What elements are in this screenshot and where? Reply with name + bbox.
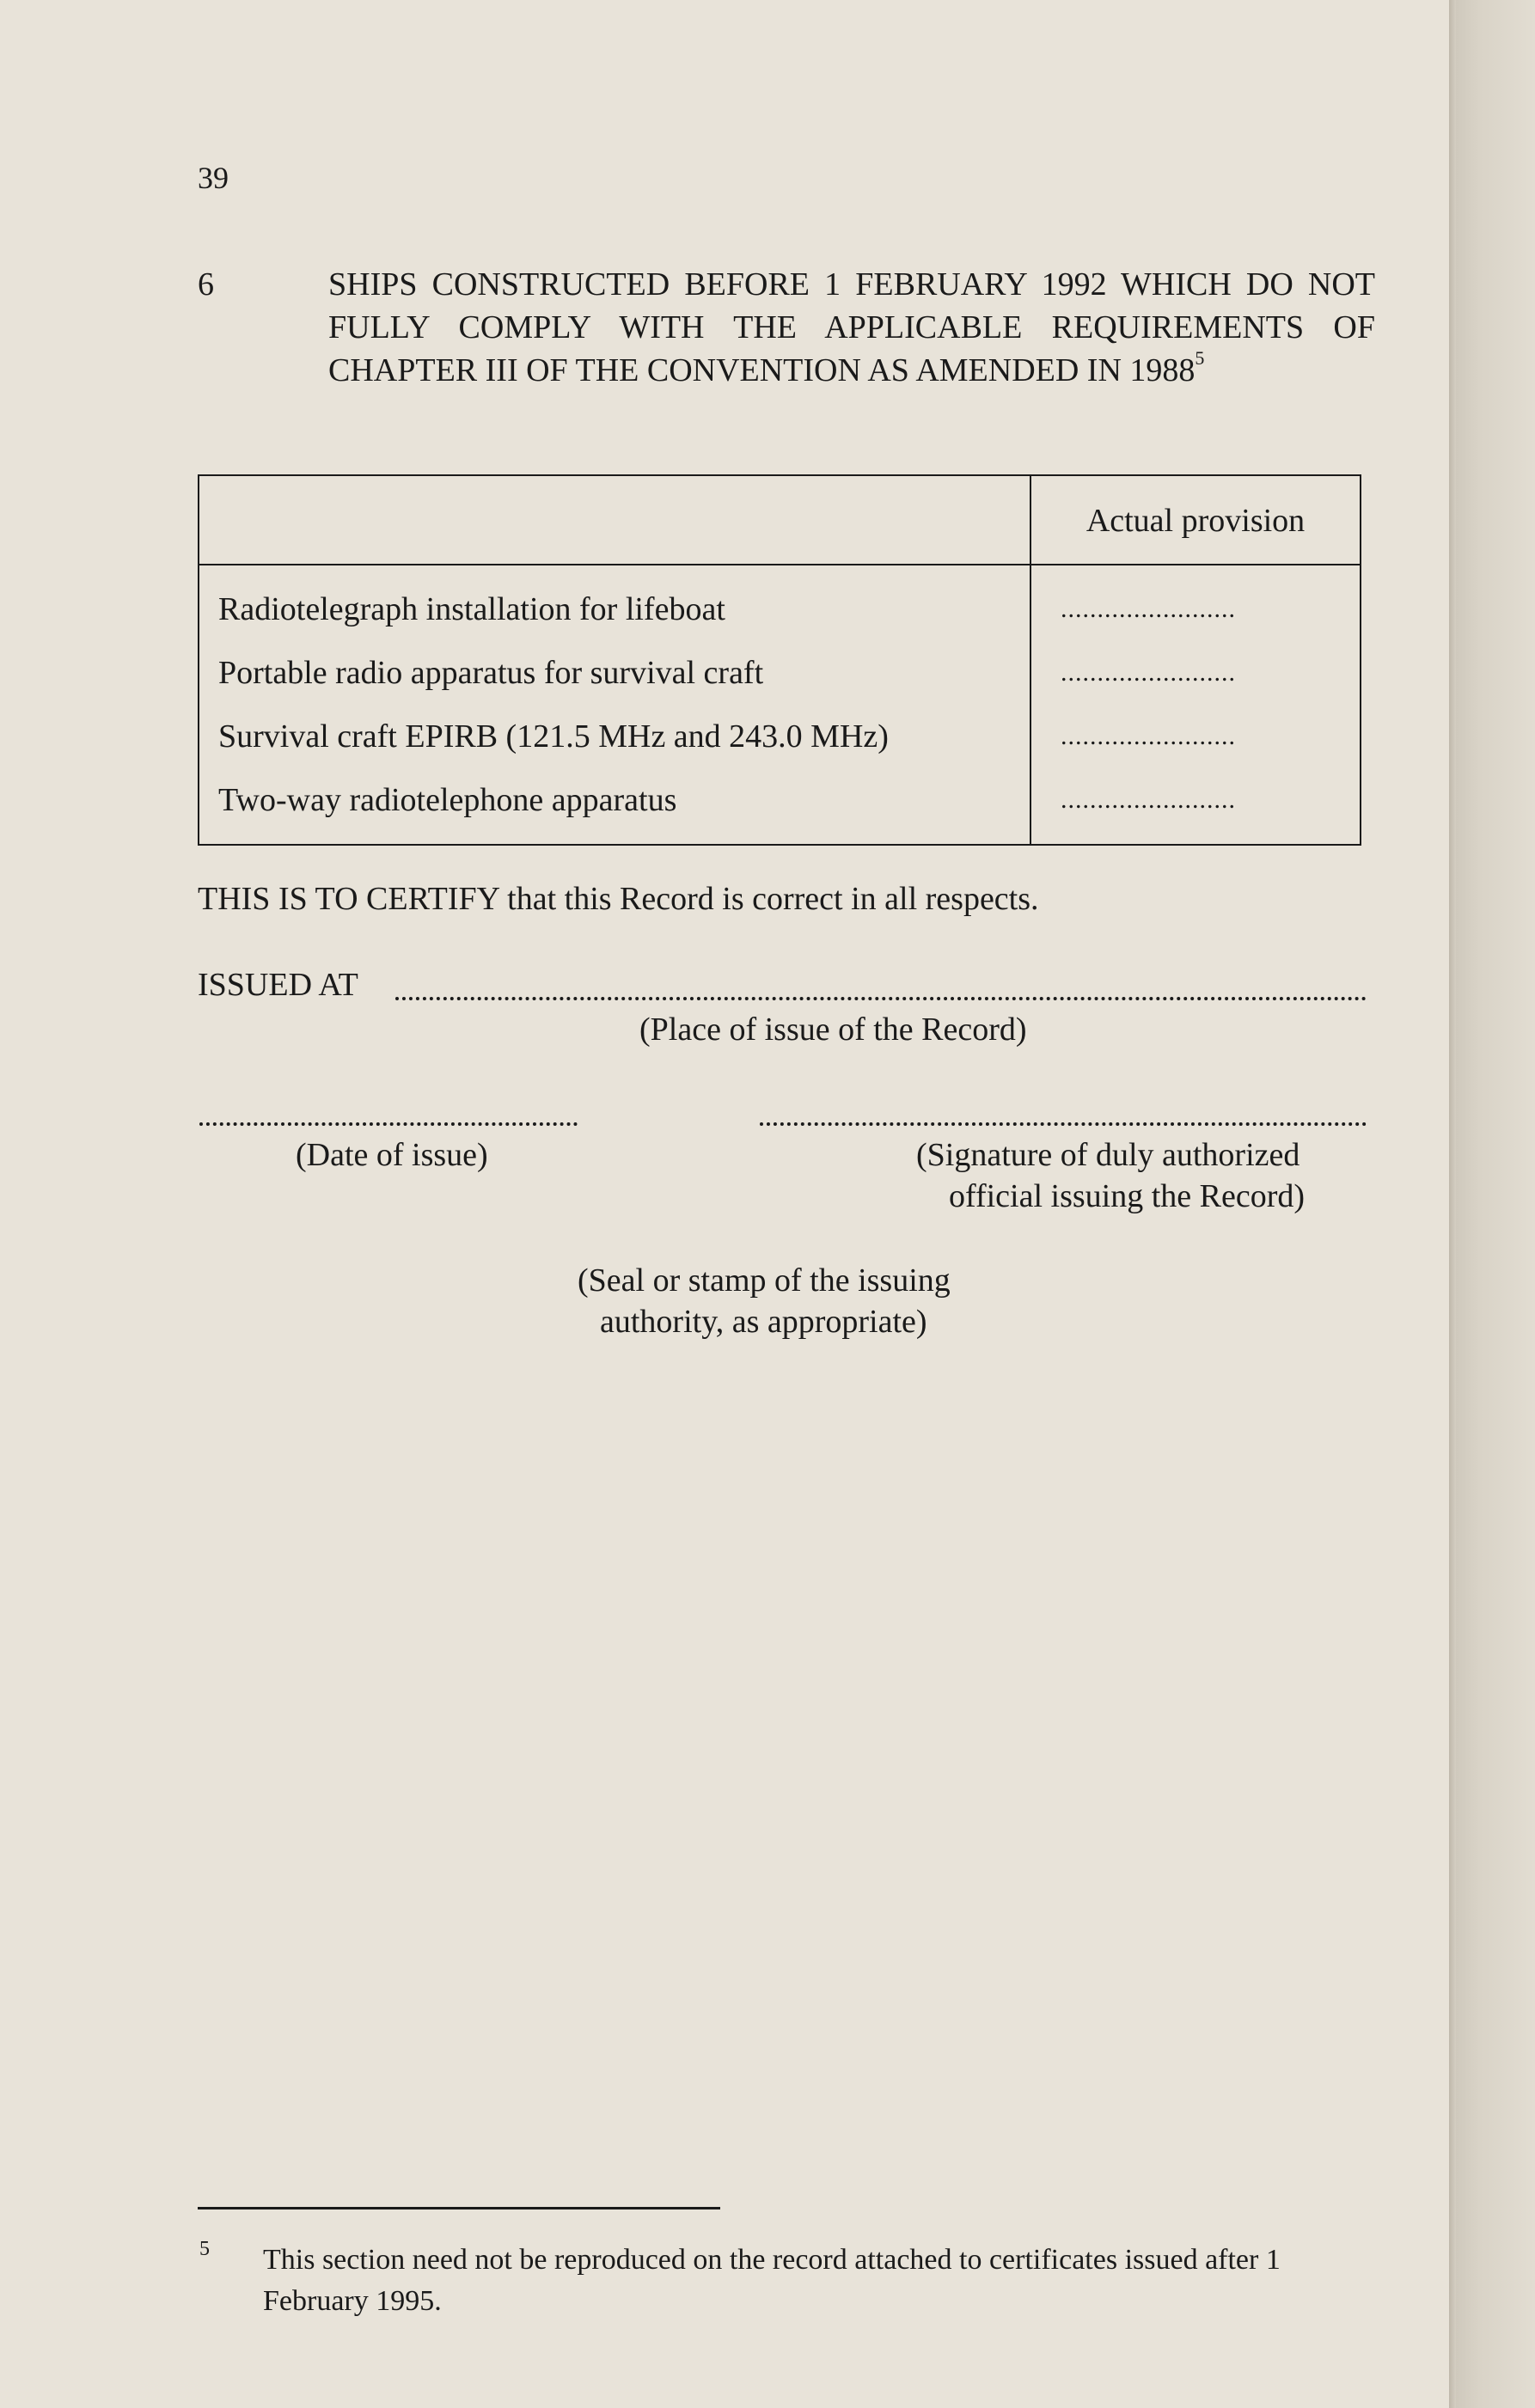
table-value-blank: ........................	[1061, 722, 1236, 750]
issued-at-label: ISSUED AT	[198, 967, 358, 1003]
section-title-text: SHIPS CONSTRUCTED BEFORE 1 FEBRUARY 1992 WHICH DO NOT FULLY COMPLY WITH THE APPLICABLE REQUIREMENTS OF CHAPTER III OF THE CONVENTION AS AMENDED IN 1988	[328, 266, 1375, 388]
table-header-empty-cell	[199, 475, 1030, 565]
date-of-issue-caption: (Date of issue)	[296, 1137, 488, 1173]
page-number: 39	[198, 161, 229, 195]
signature-caption-line1: (Signature of duly authorized	[916, 1137, 1300, 1173]
section-number: 6	[198, 266, 214, 303]
table-item: Portable radio apparatus for survival craft	[218, 655, 764, 691]
table-value-blank: ........................	[1061, 595, 1236, 623]
section-title	[328, 263, 1375, 392]
seal-caption-line2: authority, as appropriate)	[600, 1304, 927, 1340]
footnote-reference: 5	[1195, 347, 1205, 369]
date-of-issue-line	[199, 1122, 578, 1126]
place-of-issue-line	[395, 997, 1367, 1000]
table-values-cell	[1030, 565, 1361, 845]
footnote-text: This section need not be reproduced on the record attached to certificates issued after 1 February 1995.	[263, 2244, 1281, 2317]
page-gutter-shadow	[1449, 0, 1456, 2408]
signature-line	[760, 1122, 1367, 1126]
table-item: Survival craft EPIRB (121.5 MHz and 243.0 MHz)	[218, 718, 889, 755]
table-item: Two-way radiotelephone apparatus	[218, 782, 677, 818]
footnote-rule	[198, 2207, 720, 2209]
footnote-marker: 5	[199, 2238, 210, 2260]
table-body-row	[199, 565, 1361, 845]
seal-caption-line1: (Seal or stamp of the issuing	[578, 1262, 951, 1299]
certification-statement: THIS IS TO CERTIFY that this Record is correct in all respects.	[198, 881, 1039, 917]
page-edge	[1456, 0, 1535, 2408]
table-value-blank: ........................	[1061, 658, 1236, 687]
table-header-row	[199, 475, 1361, 565]
place-of-issue-caption: (Place of issue of the Record)	[639, 1011, 1027, 1048]
table-value-blank: ........................	[1061, 785, 1236, 814]
provision-table	[198, 474, 1361, 846]
table-header-actual-provision: Actual provision	[1030, 475, 1361, 565]
table-item: Radiotelegraph installation for lifeboat	[218, 591, 725, 627]
table-items-cell	[199, 565, 1030, 845]
signature-caption-line2: official issuing the Record)	[949, 1178, 1306, 1214]
